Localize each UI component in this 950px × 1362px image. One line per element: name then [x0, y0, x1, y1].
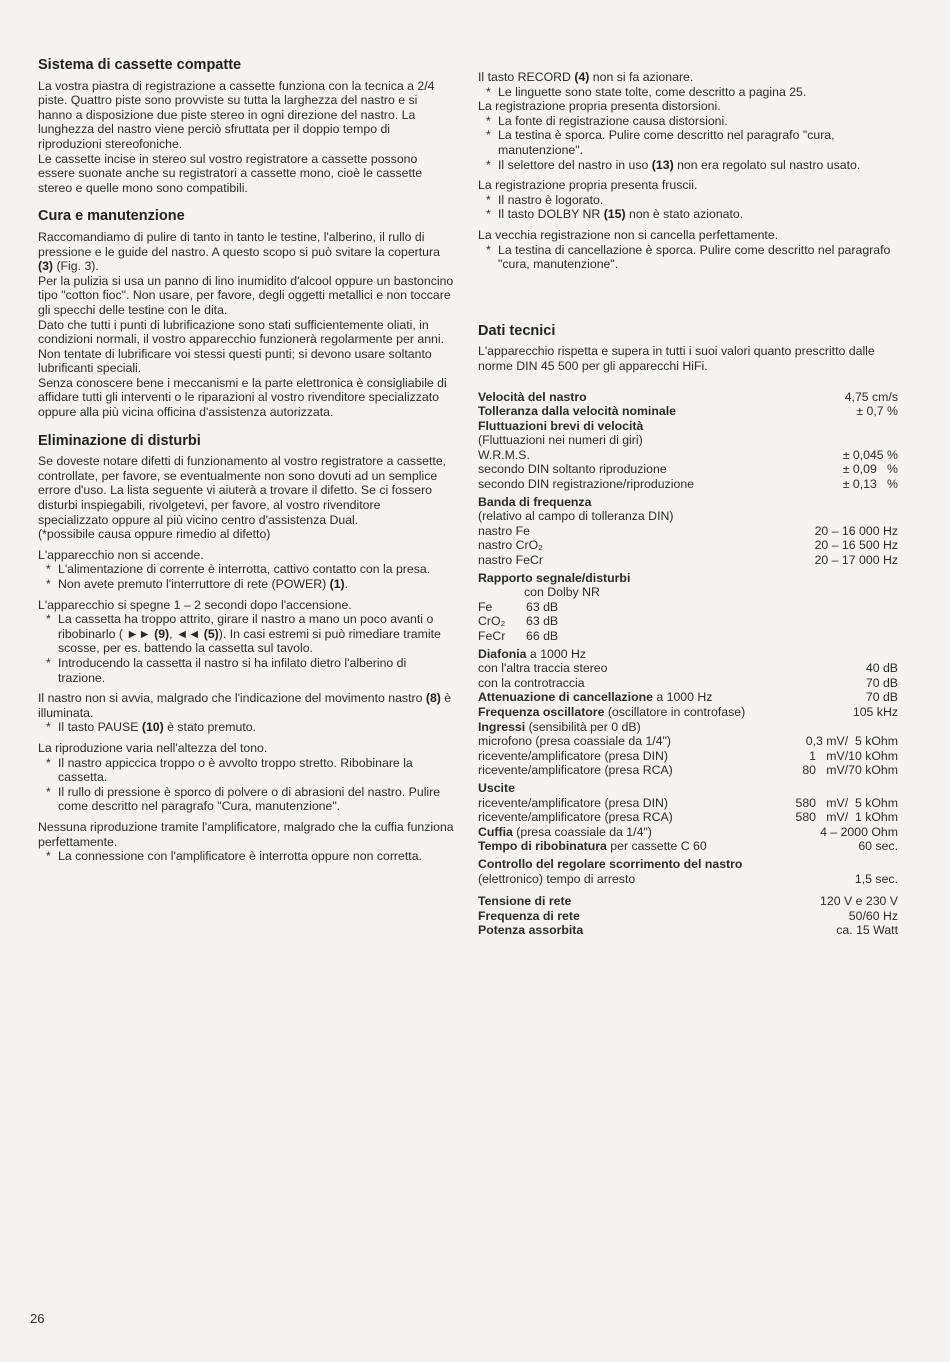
spec-row: nastro CrO₂ 20 – 16 500 Hz [478, 538, 898, 553]
spec-row: Velocità del nastro 4,75 cm/s [478, 389, 898, 404]
spec-row: Fe 63 dB [478, 599, 559, 614]
spec-heading: Rapporto segnale/disturbi [478, 570, 631, 585]
spec-row: ricevente/amplificatore (presa RCA) 580 mV/ 1 kOhm [478, 810, 898, 825]
section-title-care: Cura e manutenzione [38, 208, 185, 225]
paragraph: La vostra piastra di registrazione a cassette funziona con la tecnica a 2/4 piste. Quattro piste sono provviste su tutta la larghezza del nastro e si hanno a disposizione due piste stereo in ogni direzione del nastro. La lunghezza del nastro viene perciò sfruttata per il doppio tempo di riproduzioni stereofoniche. [38, 78, 435, 151]
left-column [38, 58, 454, 864]
paragraph: Se doveste notare difetti di funzionamento al vostro registratore a cassette, controllate, per favore, se eventualmente non sono dovuti ad un semplice errore d'uso. La lista seguente vi aiuterà a trovare il difetto. Se ci fossero disturbi inspiegabili, rivolgetevi, per favore, al vostro rivenditore specializzato oppure al più vicino centro d'assistenza Dual. [38, 454, 447, 527]
section-title-troubleshooting: Eliminazione di disturbi [38, 432, 201, 449]
remedy: * La testina di cancellazione è sporca. Pulire come descritto nel paragrafo "cura, manutenzione". [478, 243, 898, 272]
paragraph: Per la pulizia si usa un panno di lino inumidito d'alcool oppure un bastoncino tipo "cotton fioc". Non usare, per favore, degli oggetti metallici e non toccare gli specchi delle testine con le dita. [38, 273, 454, 317]
spec-row: FeCr 66 dB [478, 629, 559, 643]
spec-row: con la controtraccia 70 dB [478, 675, 898, 690]
spec-row: microfono (presa coassiale da 1/4") 0,3 mV/ 5 kOhm [478, 734, 898, 749]
spec-row: CrO₂ 63 dB [478, 614, 559, 629]
spec-row: Frequenza di rete 50/60 Hz [478, 908, 898, 923]
spec-row: W.R.M.S. ± 0,045 % [478, 447, 898, 462]
problem: Il nastro non si avvia, malgrado che l'indicazione del movimento nastro (8) è illuminata. [38, 691, 452, 720]
spec-heading: Uscite [478, 780, 515, 795]
spec-table [478, 390, 898, 938]
remedy: * Il tasto DOLBY NR (15) non è stato azionato. [478, 207, 898, 222]
problem: L'apparecchio non si accende. [38, 547, 204, 562]
spec-row: ricevente/amplificatore (presa DIN) 580 mV/ 5 kOhm [478, 795, 898, 810]
spec-note: (relativo al campo di tolleranza DIN) [478, 509, 674, 524]
paragraph: Le cassette incise in stereo sul vostro registratore a cassette possono essere suonate anche su registratori a cassette mono, cioè le cassette stereo e quelle mono sono compatibili. [38, 151, 423, 195]
spec-row: nastro FeCr 20 – 17 000 Hz [478, 553, 898, 568]
spec-row: Cuffia (presa coassiale da 1/4") 4 – 2000 Ohm [478, 824, 898, 839]
spec-note: con Dolby NR [524, 585, 600, 600]
remedy: * Il nastro appiccica troppo o è avvolto troppo stretto. Ribobinare la cassetta. [38, 756, 454, 785]
remedy: * Non avete premuto l'interruttore di rete (POWER) (1). [38, 577, 454, 592]
problem: La registrazione propria presenta fruscii. [478, 178, 698, 193]
right-column [478, 70, 898, 938]
remedy: * L'alimentazione di corrente è interrotta, cattivo contatto con la presa. [38, 562, 454, 577]
paragraph: Senza conoscere bene i meccanismi e la parte elettronica è consigliabile di affidare tutti gli interventi o le riparazioni al vostro rivenditore specializzato oppure alla più vicina officina d'assistenza autorizzata. [38, 375, 447, 420]
remedy: * Introducendo la cassetta il nastro si ha infilato dietro l'alberino di trazione. [38, 656, 454, 685]
problem: La riproduzione varia nell'altezza del tono. [38, 740, 268, 755]
remedy: * Il nastro è logorato. [478, 193, 898, 208]
spec-row: Frequenza oscillatore (oscillatore in controfase) 105 kHz [478, 704, 898, 719]
spec-row: ricevente/amplificatore (presa RCA) 80 mV/70 kOhm [478, 763, 898, 778]
remedy: * La testina è sporca. Pulire come descritto nel paragrafo "cura, manutenzione". [478, 128, 898, 157]
problem: La vecchia registrazione non si cancella perfettamente. [478, 227, 779, 242]
remedy: * La connessione con l'amplificatore è interrotta oppure non corretta. [38, 849, 454, 864]
spec-heading: Banda di frequenza [478, 494, 592, 509]
spec-row: Tolleranza dalla velocità nominale ± 0,7 % [478, 404, 898, 419]
spec-row: Tempo di ribobinatura per cassette C 60 60 sec. [478, 839, 898, 854]
section-title-technical-data: Dati tecnici [478, 322, 556, 339]
spec-row: (elettronico) tempo di arresto 1,5 sec. [478, 871, 898, 886]
paragraph: Dato che tutti i punti di lubrificazione sono stati sufficientemente oliati, in condizioni normali, il vostro apparecchio funzionerà regolarmente per anni. Non tentate di lubrificare voi stessi questi punti; si devono usare soltanto lubrificanti speciali. [38, 317, 445, 376]
paragraph: (*possibile causa oppure rimedio al difetto) [38, 527, 271, 542]
spec-row: Potenza assorbita ca. 15 Watt [478, 923, 898, 938]
spec-row: nastro Fe 20 – 16 000 Hz [478, 523, 898, 538]
page-number: 26 [30, 1311, 45, 1326]
remedy: * Il rullo di pressione è sporco di polvere o di abrasioni del nastro. Pulire come descritto nel paragrafo "Cura, manutenzione". [38, 785, 454, 814]
spec-row: Tensione di rete 120 V e 230 V [478, 894, 898, 909]
paragraph: L'apparecchio rispetta e supera in tutti i suoi valori quanto prescritto dalle norme DIN 45 500 per gli apparecchi HiFi. [478, 344, 875, 373]
spec-note: (Fluttuazioni nei numeri di giri) [478, 433, 643, 448]
problem: L'apparecchio si spegne 1 – 2 secondi dopo l'accensione. [38, 597, 352, 612]
remedy: * La cassetta ha troppo attrito, girare il nastro a mano un poco avanti o ribobinarlo ( ►► (9), ◄◄ (5)). In casi estremi si può rimediare tramite scosse, per es. battendo la cassetta sul tavolo. [38, 612, 454, 656]
spec-heading: Diafonia a 1000 Hz [478, 646, 586, 661]
remedy: * La fonte di registrazione causa distorsioni. [478, 114, 898, 129]
spec-heading: Fluttuazioni brevi di velocità [478, 418, 644, 433]
problem: La registrazione propria presenta distorsioni. [478, 99, 721, 114]
spec-row: secondo DIN soltanto riproduzione ± 0,09 % [478, 462, 898, 477]
problem: Nessuna riproduzione tramite l'amplificatore, malgrado che la cuffia funziona perfettamente. [38, 819, 454, 849]
remedy: * Le linguette sono state tolte, come descritto a pagina 25. [478, 85, 898, 100]
spec-row: secondo DIN registrazione/riproduzione ± 0,13 % [478, 477, 898, 492]
remedy: * Il selettore del nastro in uso (13) non era regolato sul nastro usato. [478, 158, 898, 173]
spec-row: con l'altra traccia stereo 40 dB [478, 661, 898, 676]
spec-row: ricevente/amplificatore (presa DIN) 1 mV/10 kOhm [478, 748, 898, 763]
paragraph: Raccomandiamo di pulire di tanto in tanto le testine, l'alberino, il rullo di pressione e le guide del nastro. A questo scopo si può svitare la copertura (3) (Fig. 3). [38, 229, 440, 274]
problem: Il tasto RECORD (4) non si fa azionare. [478, 70, 694, 84]
remedy: * Il tasto PAUSE (10) è stato premuto. [38, 720, 454, 735]
section-title-cassette-system: Sistema di cassette compatte [38, 57, 242, 73]
spec-heading: Controllo del regolare scorrimento del nastro [478, 856, 743, 871]
spec-heading: Ingressi (sensibilità per 0 dB) [478, 719, 641, 734]
spec-row: Attenuazione di cancellazione a 1000 Hz 70 dB [478, 690, 898, 705]
